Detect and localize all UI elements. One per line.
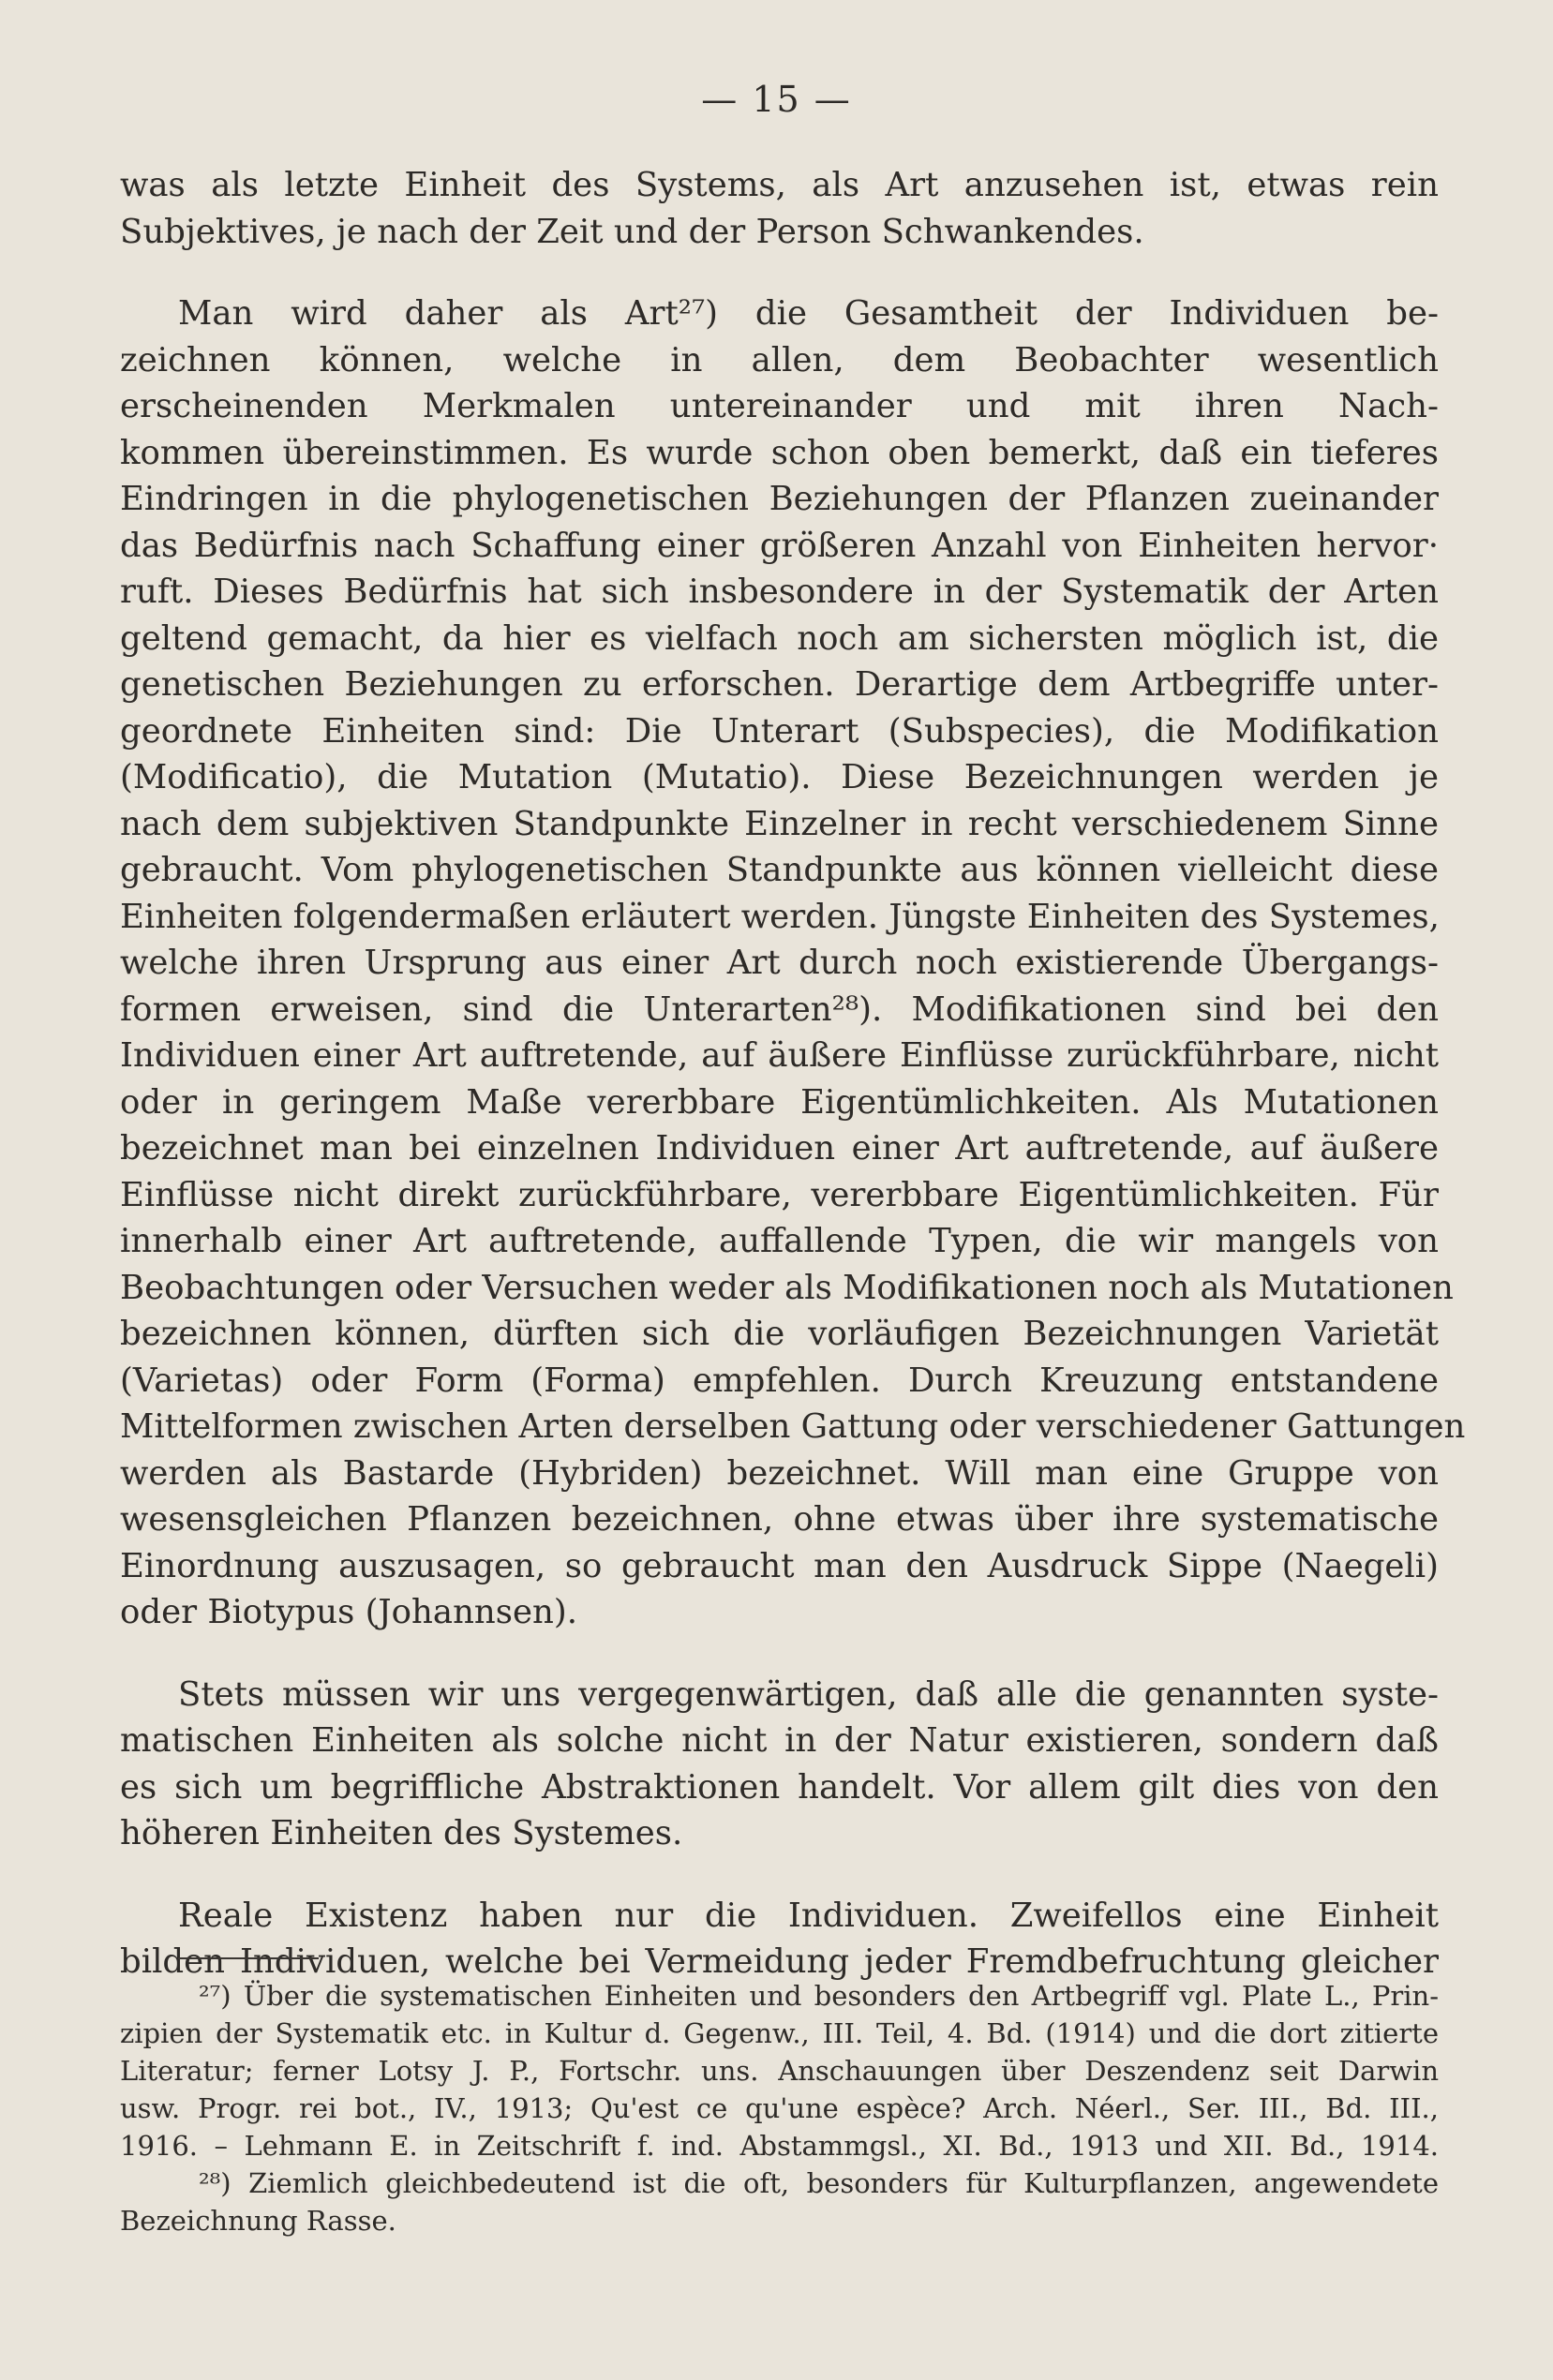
text-line: Einheiten folgendermaßen erläutert werden. Jüngste Einheiten des Systemes, — [120, 897, 1440, 936]
text-line: werden als Bastarde (Hybriden) bezeichnet. Will man eine Gruppe von — [120, 1453, 1439, 1493]
text-line: wesensgleichen Pflanzen bezeichnen, ohne etwas über ihre systematische — [120, 1500, 1439, 1539]
text-line: es sich um begriffliche Abstraktionen handelt. Vor allem gilt dies von den — [120, 1767, 1439, 1807]
text-line: matischen Einheiten als solche nicht in der Natur existieren, sondern daß — [120, 1721, 1439, 1760]
text-line: zeichnen können, welche in allen, dem Beobachter wesentlich — [120, 340, 1439, 379]
text-line: Stets müssen wir uns vergegenwärtigen, daß alle die genannten syste- — [178, 1674, 1439, 1714]
footnote-line: Literatur; ferner Lotsy J. P., Fortschr. uns. Anschauungen über Deszendenz seit Darwin — [120, 2055, 1439, 2087]
paragraph — [120, 290, 1466, 1636]
text-line: welche ihren Ursprung aus einer Art durch noch existierende Übergangs- — [120, 944, 1439, 982]
text-line: Einflüsse nicht direkt zurückführbare, vererbbare Eigentümlichkeiten. Für — [120, 1175, 1439, 1214]
page-number: — 15 — — [701, 79, 852, 120]
footnote-line: ²⁷) Über die systematischen Einheiten und besonders den Artbegriff vgl. Plate L., Prin- — [199, 1980, 1439, 2012]
footnote-line: Bezeichnung Rasse. — [120, 2205, 396, 2237]
footnotes — [120, 1977, 1439, 2239]
body-text — [120, 162, 1466, 1986]
text-line: Beobachtungen oder Versuchen weder als Modifikationen noch als Mutationen — [120, 1268, 1454, 1307]
footnote-line: zipien der Systematik etc. in Kultur d. Gegenw., III. Teil, 4. Bd. (1914) und die dort zitierte — [120, 2017, 1439, 2049]
text-line: höheren Einheiten des Systemes. — [120, 1814, 683, 1852]
footnote — [120, 2164, 1439, 2239]
text-line: Reale Existenz haben nur die Individuen. Zweifellos eine Einheit — [178, 1896, 1439, 1935]
text-line: formen erweisen, sind die Unterarten²⁸). Modifikationen sind bei den — [120, 989, 1439, 1029]
text-line: bilden Individuen, welche bei Vermeidung jeder Fremdbefruchtung gleicher — [120, 1942, 1439, 1981]
paragraph — [120, 1893, 1439, 1986]
footnote-line: ²⁸) Ziemlich gleichbedeutend ist die oft, besonders für Kulturpflanzen, angewendete — [199, 2167, 1439, 2199]
text-line: nach dem subjektiven Standpunkte Einzelner in recht verschiedenem Sinne — [120, 804, 1439, 843]
text-line: oder Biotypus (Johannsen). — [120, 1593, 578, 1631]
text-line: Individuen einer Art auftretende, auf äußere Einflüsse zurückführbare, nicht — [120, 1036, 1439, 1075]
text-line: Mittelformen zwischen Arten derselben Gattung oder verschiedener Gattungen — [120, 1407, 1466, 1446]
text-line: bezeichnet man bei einzelnen Individuen einer Art auftretende, auf äußere — [120, 1129, 1439, 1168]
footnote-line: 1916. – Lehmann E. in Zeitschrift f. ind. Abstammgsl., XI. Bd., 1913 und XII. Bd., 1914. — [120, 2130, 1439, 2162]
paragraph — [120, 1672, 1439, 1857]
text-line: Eindringen in die phylogenetischen Beziehungen der Pflanzen zueinander — [120, 480, 1439, 518]
text-line: erscheinenden Merkmalen untereinander und mit ihren Nach- — [120, 387, 1439, 425]
text-line: innerhalb einer Art auftretende, auffallende Typen, die wir mangels von — [120, 1222, 1439, 1260]
text-line: (Varietas) oder Form (Forma) empfehlen. Durch Kreuzung entstandene — [120, 1361, 1439, 1400]
text-line: Subjektives, je nach der Zeit und der Person Schwankendes. — [120, 212, 1144, 251]
footnote-divider — [178, 1957, 319, 1959]
text-line: geltend gemacht, da hier es vielfach noch am sichersten möglich ist, die — [120, 618, 1439, 658]
text-line: geordnete Einheiten sind: Die Unterart (Subspecies), die Modifikation — [120, 711, 1439, 751]
text-line: was als letzte Einheit des Systems, als Art anzusehen ist, etwas rein — [120, 166, 1439, 204]
footnote — [120, 1977, 1439, 2164]
text-line: das Bedürfnis nach Schaffung einer größeren Anzahl von Einheiten hervor· — [120, 526, 1439, 565]
text-line: genetischen Beziehungen zu erforschen. Derartige dem Artbegriffe unter- — [120, 665, 1439, 704]
text-line: (Modificatio), die Mutation (Mutatio). Diese Bezeichnungen werden je — [120, 758, 1439, 796]
text-line: ruft. Dieses Bedürfnis hat sich insbesondere in der Systematik der Arten — [120, 573, 1439, 611]
text-line: Man wird daher als Art²⁷) die Gesamtheit der Individuen be- — [178, 294, 1439, 333]
text-line: kommen übereinstimmen. Es wurde schon oben bemerkt, daß ein tieferes — [120, 433, 1439, 472]
text-line: Einordnung auszusagen, so gebraucht man den Ausdruck Sippe (Naegeli) — [120, 1546, 1439, 1585]
text-line: oder in geringem Maße vererbbare Eigentümlichkeiten. Als Mutationen — [120, 1082, 1439, 1122]
text-line: bezeichnen können, dürften sich die vorläufigen Bezeichnungen Varietät — [120, 1315, 1439, 1353]
text-line: gebraucht. Vom phylogenetischen Standpunkte aus können vielleicht diese — [120, 851, 1439, 889]
paragraph — [120, 162, 1439, 255]
footnote-line: usw. Progr. rei bot., IV., 1913; Qu'est ce qu'une espèce? Arch. Néerl., Ser. III., Bd. III., — [120, 2092, 1439, 2124]
